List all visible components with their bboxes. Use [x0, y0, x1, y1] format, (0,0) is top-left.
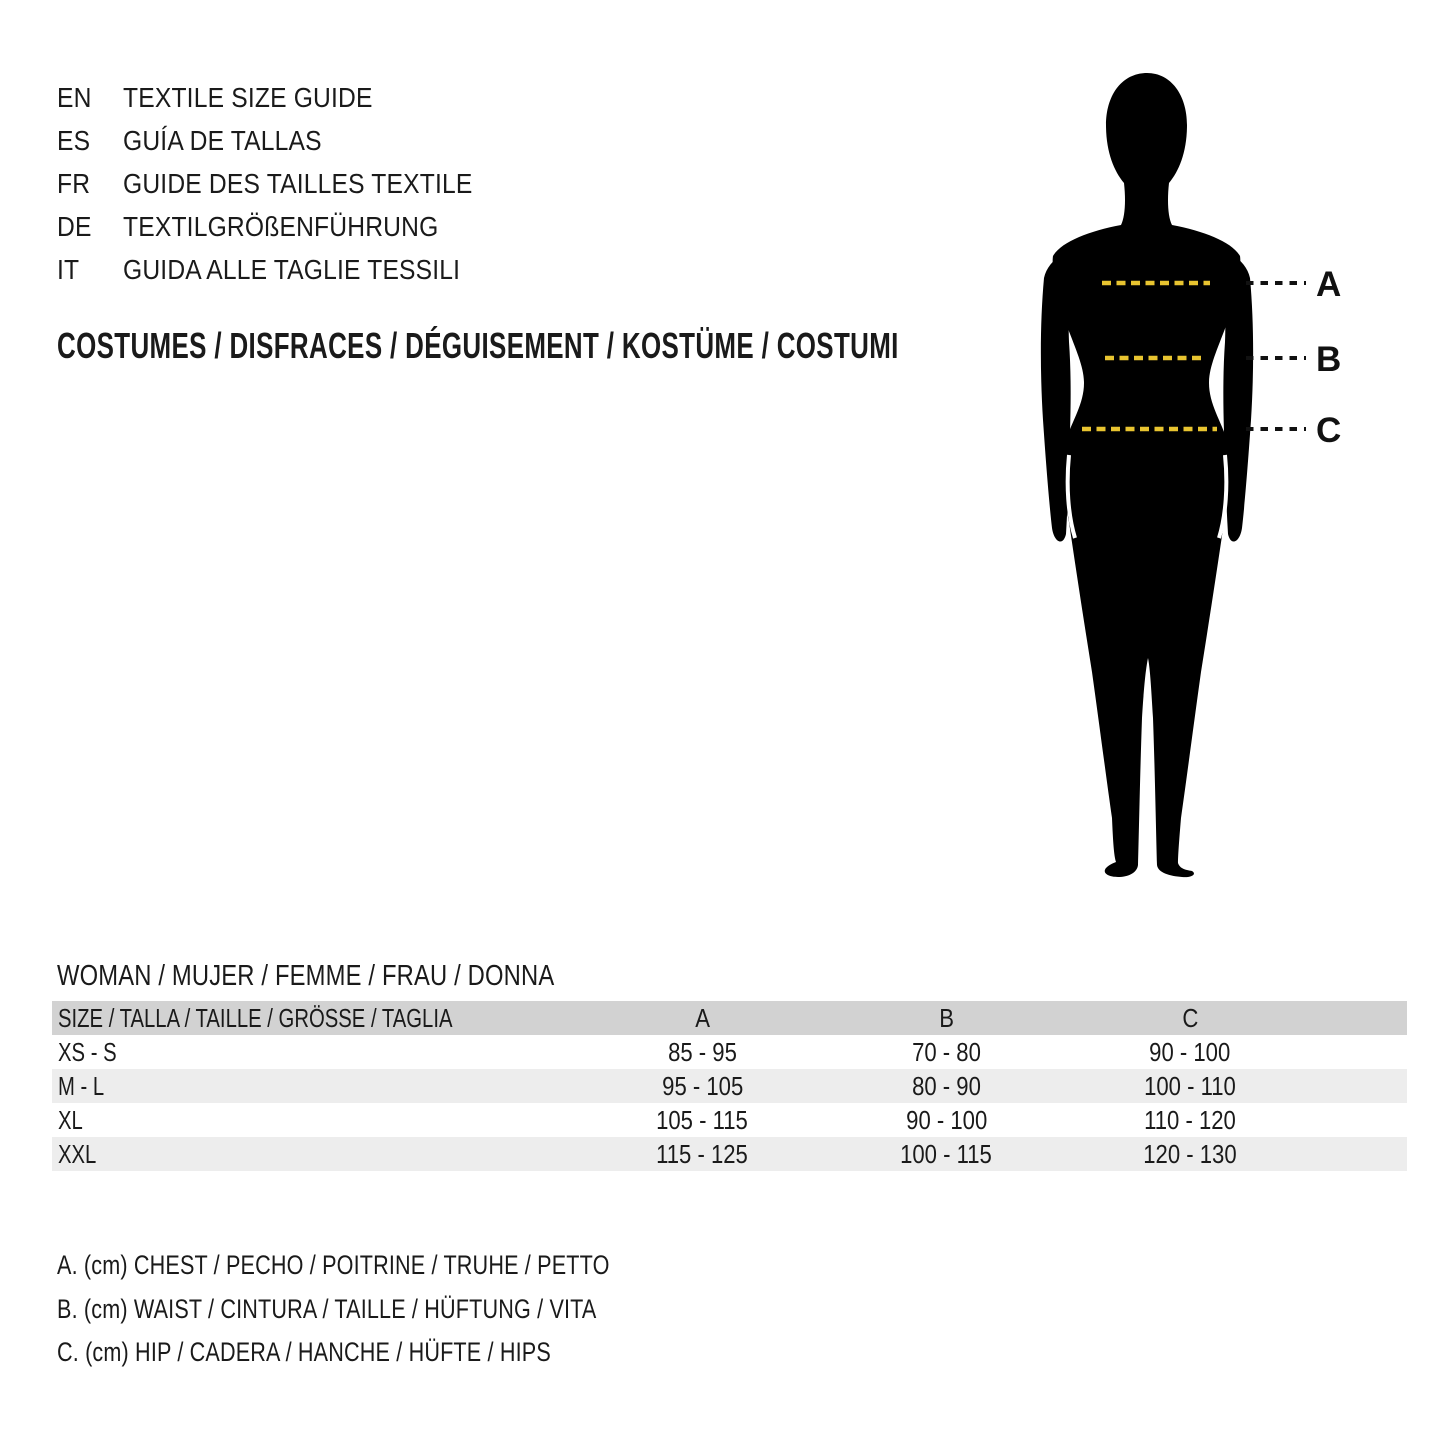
size-cell: XL — [58, 1104, 83, 1135]
measure-label-c: C — [1316, 411, 1342, 450]
header-size-label: SIZE / TALLA / TAILLE / GRÖSSE / TAGLIA — [58, 1002, 453, 1033]
size-table — [52, 1001, 1407, 1171]
language-code: EN — [57, 82, 92, 113]
list-item — [57, 76, 472, 119]
table-row — [52, 1035, 1407, 1069]
value-cell-a: 115 - 125 — [656, 1138, 749, 1169]
table-row — [52, 1069, 1407, 1103]
guide-title-de: TEXTILGRÖßENFÜHRUNG — [123, 211, 439, 242]
value-cell-c: 120 - 130 — [1143, 1138, 1237, 1169]
guide-title-it: GUIDA ALLE TAGLIE TESSILI — [123, 254, 461, 285]
legend-hip: C. (cm) HIP / CADERA / HANCHE / HÜFTE / HIPS — [57, 1337, 551, 1367]
category-heading: COSTUMES / DISFRACES / DÉGUISEMENT / KOSTÜME / COSTUMI — [57, 325, 899, 366]
language-code: DE — [57, 211, 92, 242]
language-code: FR — [57, 168, 91, 199]
list-item — [57, 119, 472, 162]
header-col-b: B — [938, 1002, 954, 1033]
value-cell-b: 80 - 90 — [911, 1070, 981, 1101]
guide-title-en: TEXTILE SIZE GUIDE — [123, 82, 373, 113]
value-cell-a: 105 - 115 — [656, 1104, 749, 1135]
value-cell-b: 90 - 100 — [905, 1104, 987, 1135]
value-cell-c: 110 - 120 — [1144, 1104, 1237, 1135]
value-cell-c: 90 - 100 — [1149, 1036, 1231, 1067]
language-code: IT — [57, 254, 80, 285]
measure-label-a: A — [1316, 265, 1342, 304]
size-cell: XXL — [58, 1138, 97, 1169]
size-cell: M - L — [58, 1070, 105, 1101]
guide-title-es: GUÍA DE TALLAS — [123, 125, 322, 156]
value-cell-a: 95 - 105 — [661, 1070, 743, 1101]
header-col-c: C — [1182, 1002, 1199, 1033]
list-item — [57, 205, 472, 248]
table-title-woman: WOMAN / MUJER / FEMME / FRAU / DONNA — [57, 960, 555, 992]
measurement-legend — [57, 1244, 748, 1375]
measure-label-b: B — [1316, 340, 1342, 379]
legend-waist: B. (cm) WAIST / CINTURA / TAILLE / HÜFTUNG / VITA — [57, 1293, 597, 1324]
language-code: ES — [57, 125, 91, 156]
language-guide-list — [57, 76, 472, 291]
list-item — [57, 248, 472, 291]
guide-title-fr: GUIDE DES TAILLES TEXTILE — [123, 168, 473, 199]
list-item — [57, 162, 472, 205]
table-header-row — [52, 1001, 1407, 1035]
woman-silhouette — [1053, 73, 1241, 877]
table-row — [52, 1137, 1407, 1171]
table-row — [52, 1103, 1407, 1137]
size-cell: XS - S — [58, 1036, 117, 1067]
value-cell-c: 100 - 110 — [1144, 1070, 1237, 1101]
value-cell-a: 85 - 95 — [667, 1036, 737, 1067]
header-col-a: A — [695, 1002, 710, 1033]
woman-silhouette-figure — [1020, 70, 1350, 880]
value-cell-b: 70 - 80 — [911, 1036, 981, 1067]
value-cell-b: 100 - 115 — [900, 1138, 993, 1169]
legend-chest: A. (cm) CHEST / PECHO / POITRINE / TRUHE / PETTO — [57, 1250, 610, 1280]
